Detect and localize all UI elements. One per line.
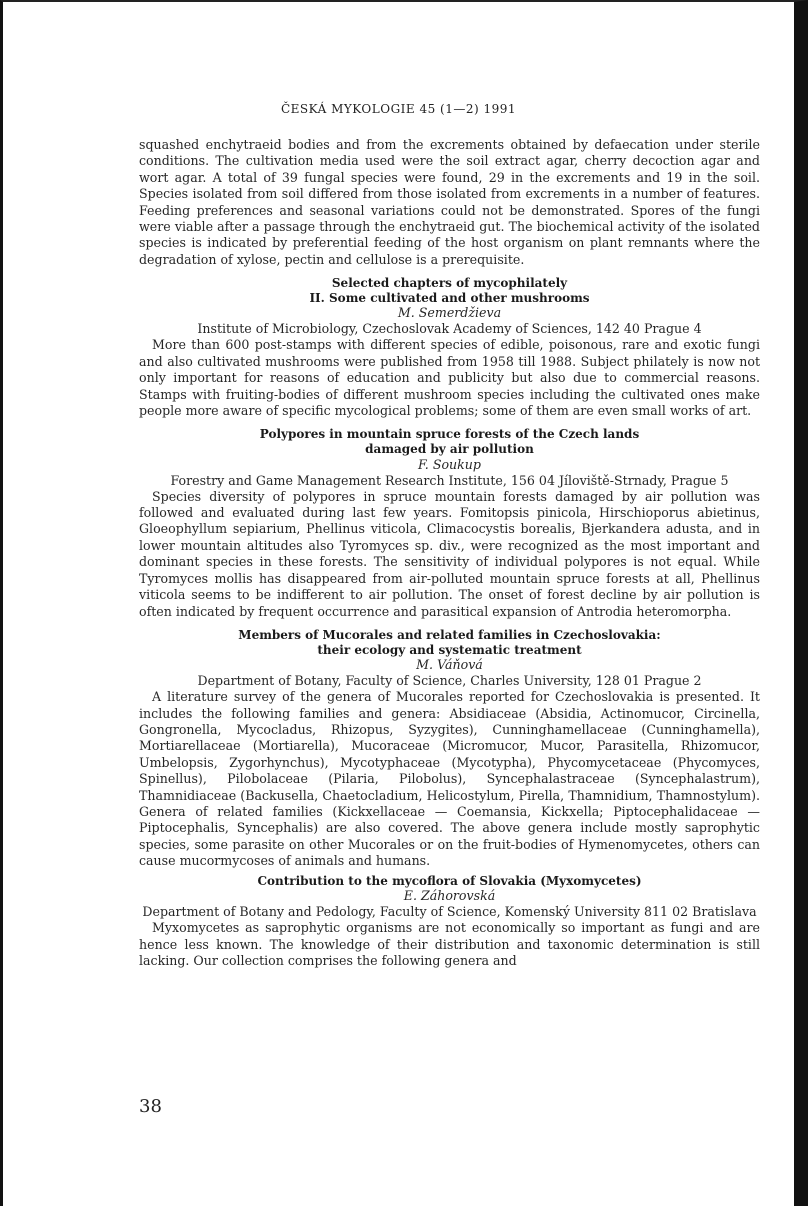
article-title [139,874,760,889]
article-title [139,276,760,305]
article-author: E. Záhorovská [403,888,496,904]
abstract-myxomycetes [139,874,760,970]
article-author: M. Váňová [416,657,483,673]
article-author: F. Soukup [418,456,481,472]
abstract-mucorales [139,628,760,870]
running-header: ČESKÁ MYKOLOGIE 45 (1—2) 1991 [280,102,517,116]
article-abstract: Myxomycetes as saprophytic organisms are not economically so important as fungi and are hence less known. The knowledge of their distribution and taxonomic determination is still lacking. Our collection comprises the following genera and [139,920,760,968]
article-abstract: Species diversity of polypores in spruce mountain forests damaged by air pollution was followed and evaluated during last few years. Fomitopsis pinicola, Hirschioporus abietinus, Gloeophyllum sepiarium, Phellinus viticola, Climacocystis borealis, Bjerkandera adusta, and in lower mountain altitudes also Tyromyces sp. div., were recognized as the most important and dominant species in these forests. The sensitivity of individual polypores is not equal. While Tyromyces mollis has disappeared from air-polluted mountain spruce forests at all, Phellinus viticola seems to be indifferent to air pollution. The onset of forest decline by air pollution is often indicated by frequent occurrence and parasitical expansion of Antrodia heteromorpha. [139,488,760,619]
article-affiliation: Institute of Microbiology, Czechoslovak Academy of Sciences, 142 40 Prague 4 [197,321,702,337]
article-affiliation: Forestry and Game Management Research Institute, 156 04 Jíloviště-Strnady, Prague 5 [170,472,729,488]
article-abstract: More than 600 post-stamps with different species of edible, poisonous, rare and exotic fungi and also cultivated mushrooms were published from 1958 till 1988. Subject philately is now not only important for reasons of education and publicity but also due to commercial reasons. Stamps with fruiting-bodies of different mushroom species including the cultivated ones make people more aware of specific mycological problems; some of them are even small works of art. [139,337,760,419]
article-title-line: Contribution to the mycoflora of Slovakia (Myxomycetes) [257,873,642,888]
article-title-line: damaged by air pollution [365,442,534,457]
article-title-line: Selected chapters of mycophilately [331,276,568,291]
abstract-polypores [139,427,760,619]
article-title-line: II. Some cultivated and other mushrooms [309,290,590,305]
article-title-line: Polypores in mountain spruce forests of the Czech lands [259,427,640,442]
article-affiliation: Department of Botany and Pedology, Faculty of Science, Komenský University 811 02 Bratislava [142,904,757,920]
article-abstract: A literature survey of the genera of Mucorales reported for Czechoslovakia is presented. It includes the following families and genera: Absidiaceae (Absidia, Actinomucor, Circinella, Gongronella, Mycocladus, Rhizopus, Syzygites), Cunninghamellaceae (Cunninghamella), Mortiarellaceae (Mortiarella), Mucoraceae (Micromucor, Mucor, Parasitella, Rhizomucor, Umbelopsis, Zygorhynchus), Mycotyphaceae (Mycotypha), Phycomycetaceae (Phycomyces, Spinellus), Pilobolaceae (Pilaria, Pilobolus), Syncephalastraceae (Syncephalastrum), Thamnidiaceae (Backusella, Chaetocladium, Helicostylum, Pirella, Thamnidium, Thamnostylum). Genera of related families (Kickxellaceae — Coemansia, Kickxella; Piptocephalidaceae — Piptocephalis, Syncephalis) are also covered. The above genera include mostly saprophytic species, some parasite on other Mucorales or on the fruit-bodies of Hymenomycetes, others can cause mucormycoses of animals and humans. [139,689,760,869]
article-title [139,427,760,456]
page-body [139,137,760,969]
article-affiliation: Department of Botany, Faculty of Science, Charles University, 128 01 Prague 2 [197,673,702,689]
article-title [139,628,760,657]
article-author: M. Semerdžieva [397,305,502,321]
continuation-paragraph: squashed enchytraeid bodies and from the excrements obtained by defaecation under sterile conditions. The cultivation media used were the soil extract agar, cherry decoction agar and wort agar. A total of 39 fungal species were found, 29 in the excrements and 19 in the soil. Species isolated from soil differed from those isolated from excrements in a number of features. Feeding preferences and seasonal variations could not be demonstrated. Spores of the fungi were viable after a passage through the enchytraeid gut. The biochemical activity of the isolated species is indicated by preferential feeding of the host organism on plant remnants where the degradation of xylose, pectin and cellulose is a prerequisite. [139,137,760,267]
article-title-line: Members of Mucorales and related families in Czechoslovakia: [238,627,661,642]
abstract-mycophilately [139,276,760,419]
article-title-line: their ecology and systematic treatment [317,642,582,657]
page-number: 38 [139,1096,162,1117]
